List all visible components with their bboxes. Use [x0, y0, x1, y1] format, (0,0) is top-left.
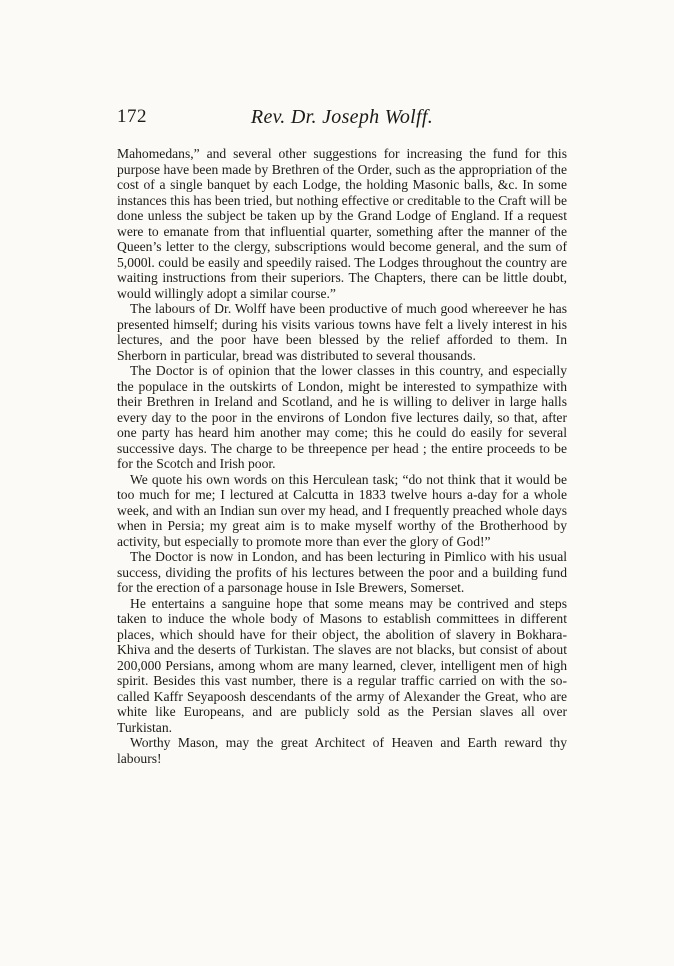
- body-text: [117, 146, 567, 766]
- page-header: [117, 106, 567, 136]
- paragraph: The labours of Dr. Wolff have been productive of much good whereever he has presented himself; during his visits various towns have felt a lively interest in his lectures, and the poor have been blessed by the relief afforded to them. In Sherborn in particular, bread was distributed to several thousands.: [117, 301, 567, 363]
- paragraph: The Doctor is now in London, and has been lecturing in Pimlico with his usual success, dividing the profits of his lectures between the poor and a building fund for the erection of a parsonage house in Isle Brewers, Somerset.: [117, 549, 567, 595]
- paragraph: Worthy Mason, may the great Architect of Heaven and Earth reward thy labours!: [117, 735, 567, 766]
- paragraph-continued: Mahomedans,” and several other suggestions for increasing the fund for this purpose have been made by Brethren of the Order, such as the appropriation of the cost of a single banquet by each Lodge, the holding Masonic balls, &c. In some instances this has been tried, but nothing effective or creditable to the Craft will be done unless the subject be taken up by the Grand Lodge of England. If a request were to emanate from that influential quarter, something after the manner of the Queen’s letter to the clergy, subscriptions would become general, and the sum of 5,000l. could be easily and speedily raised. The Lodges throughout the country are waiting instructions from their superiors. The Chapters, there can be little doubt, would willingly adopt a similar course.”: [117, 146, 567, 301]
- paragraph: The Doctor is of opinion that the lower classes in this country, and especially the populace in the outskirts of London, might be interested to sympathize with their Brethren in Ireland and Scotland, and he is willing to deliver in large halls every day to the poor in the environs of London five lectures daily, so that, after one party has heard him another may come; this he could do easily for several successive days. The charge to be threepence per head ; the entire proceeds to be for the Scotch and Irish poor.: [117, 363, 567, 471]
- page-number: 172: [117, 106, 147, 127]
- paragraph: We quote his own words on this Herculean task; “do not think that it would be too much for me; I lectured at Calcutta in 1833 twelve hours a-day for a whole week, and with an Indian sun over my head, and I frequently preached whole days when in Persia; my great aim is to make myself worthy of the Brotherhood by activity, but especially to promote more than ever the glory of God!”: [117, 471, 567, 549]
- running-title: Rev. Dr. Joseph Wolff.: [250, 106, 434, 128]
- paragraph: He entertains a sanguine hope that some means may be contrived and steps taken to induce the whole body of Masons to establish committees in different places, which should have for their object, the abolition of slavery in Bokhara-Khiva and the deserts of Turkistan. The slaves are not blacks, but consist of about 200,000 Persians, among whom are many learned, clever, intelligent men of high spirit. Besides this vast number, there is a regular traffic carried on with the so-called Kaffr Seyapoosh descendants of the army of Alexander the Great, who are white like Europeans, and are publicly sold as the Persian slaves all over Turkistan.: [117, 595, 567, 735]
